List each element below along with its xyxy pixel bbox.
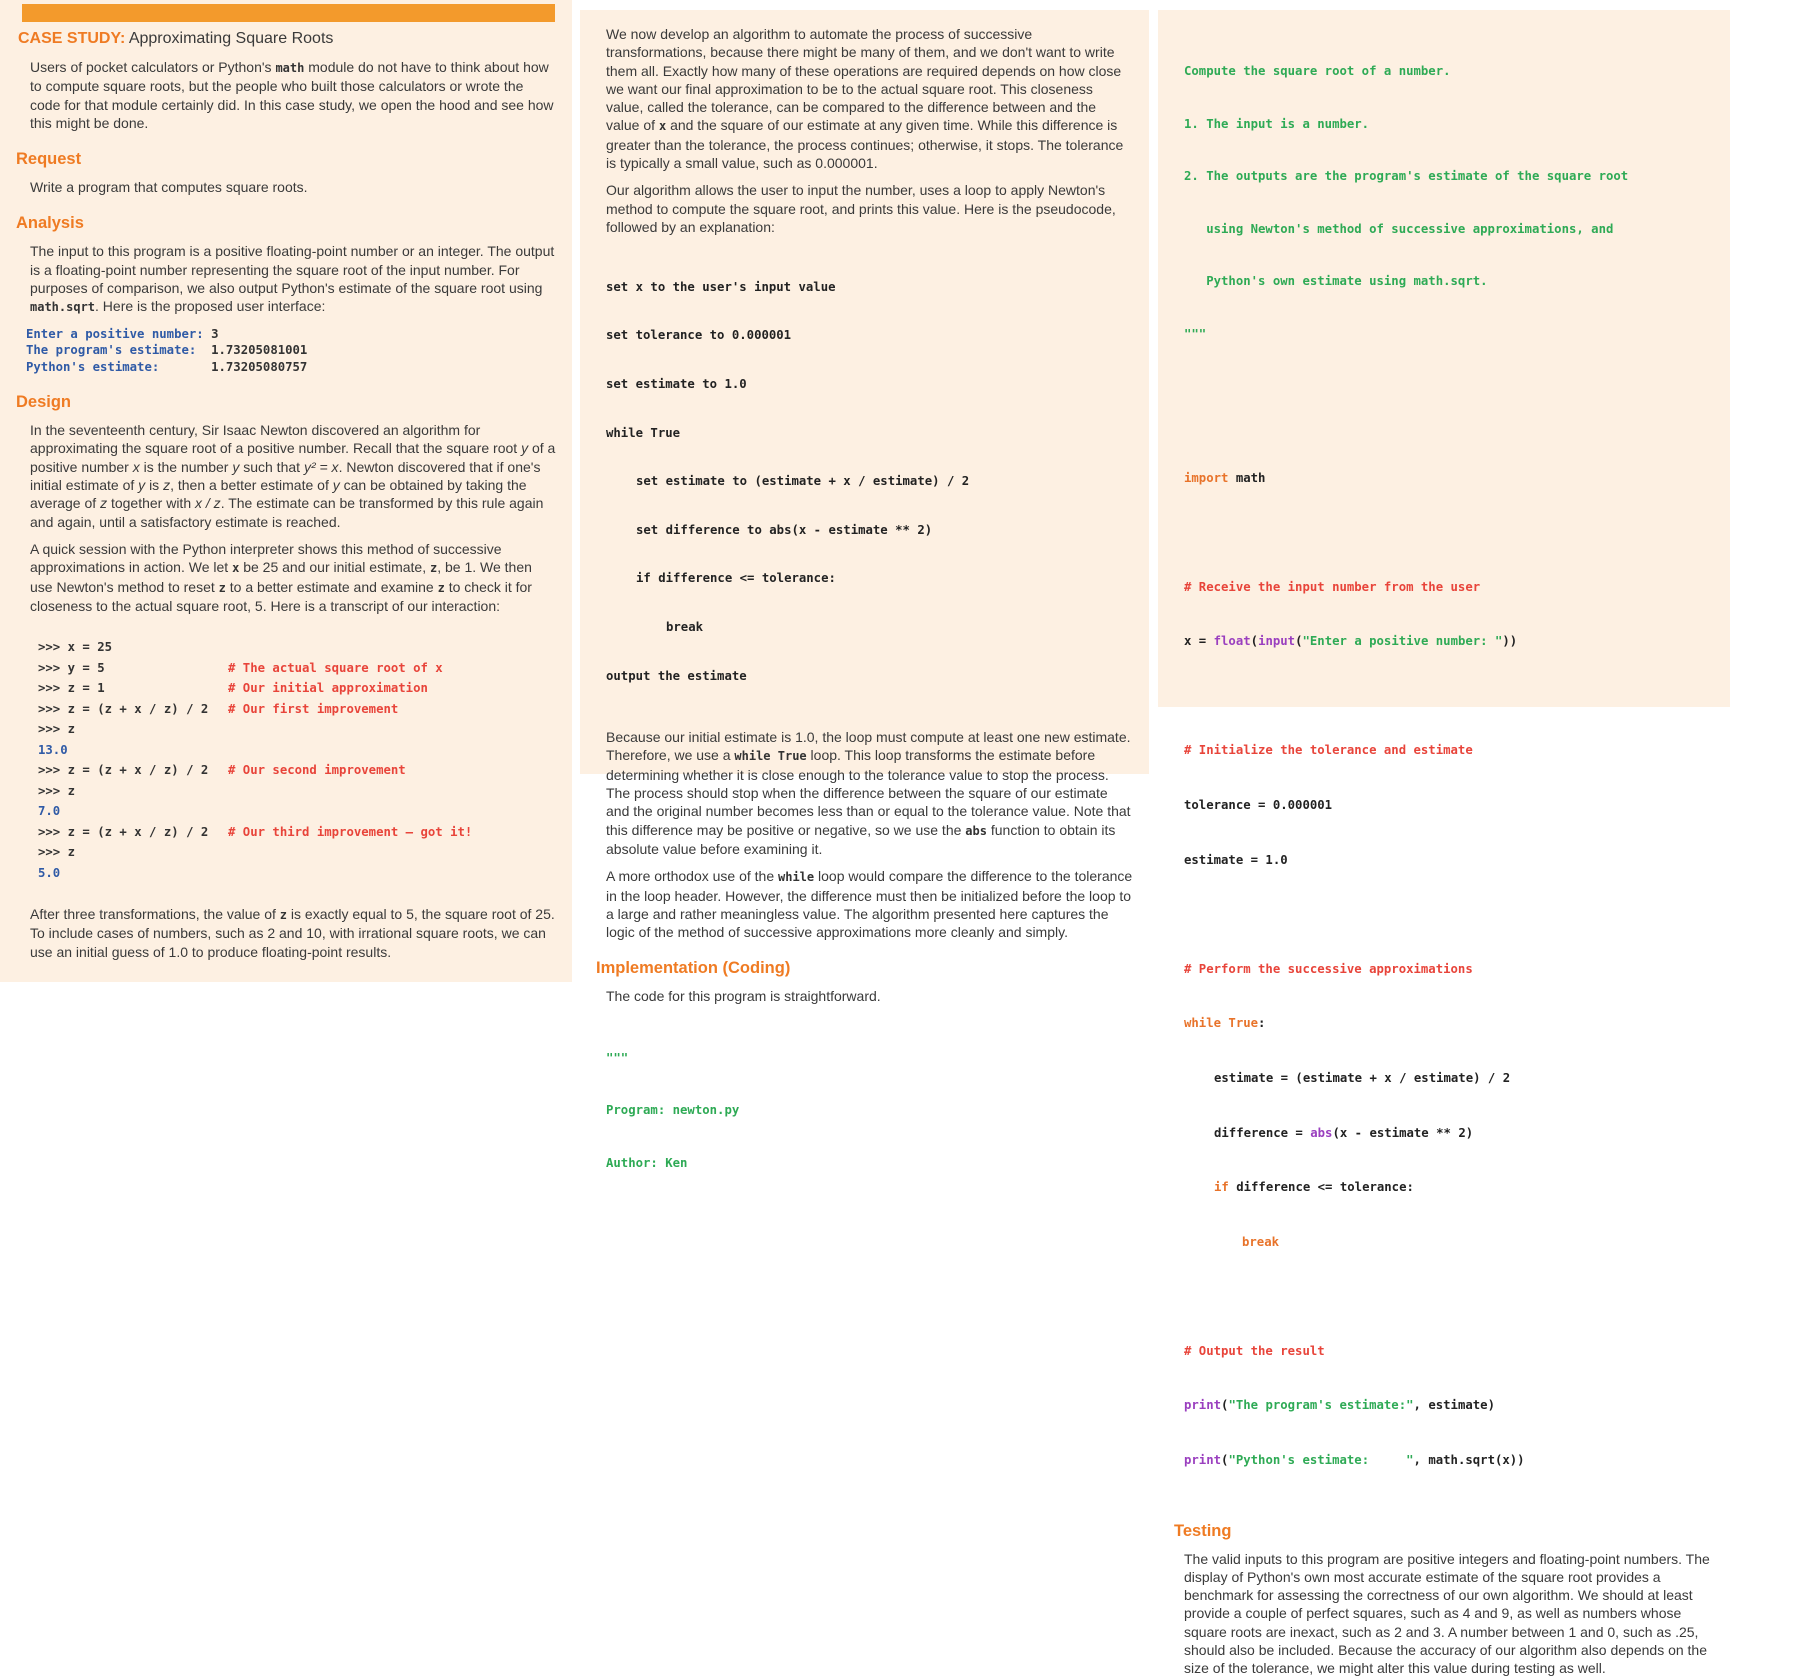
doc-line: using Newton's method of successive approximations, and — [1184, 221, 1614, 236]
implementation-text: The code for this program is straightforward. — [606, 988, 881, 1005]
session-output: 7.0 — [38, 804, 61, 819]
design-paragraph-1: In the seventeenth century, Sir Isaac Newton discovered an algorithm for approximating the square root of a positive number. Recall that the square root y of a positive number x is the number y such that y² = x. Newton discovered that if one's initial estimate of y is z, then a better estimate of y can be obtained by taking the average of z together with x / z. The estimate can be transformed by this rule again and again, until a satisfactory estimate is reached. — [30, 422, 556, 530]
docstring-start — [606, 1015, 1133, 1208]
column-1 — [0, 0, 572, 982]
code-line: estimate = (estimate + x / estimate) / 2 — [1214, 1070, 1511, 1085]
pseudo-line: if difference <= tolerance: — [636, 571, 836, 586]
session-output: 13.0 — [38, 742, 68, 757]
pseudo-line: set x to the user's input value — [606, 279, 836, 294]
ui-line: Enter a positive number: 3 — [26, 326, 219, 341]
code-input-line: x = float(input("Enter a positive number: ")) — [1184, 634, 1518, 649]
session-line: >>> z — [38, 783, 76, 798]
case-study-name: Approximating Square Roots — [128, 30, 334, 47]
case-study-title — [18, 30, 556, 48]
code-if-line: if difference <= tolerance: — [1214, 1180, 1414, 1195]
session-output: 5.0 — [38, 865, 61, 880]
code-line: estimate = 1.0 — [1184, 852, 1288, 867]
analysis-heading: Analysis — [16, 214, 84, 233]
ui-line: Python's estimate: 1.73205080757 — [26, 359, 308, 374]
header-bar — [22, 4, 555, 22]
algorithm-paragraph-4: A more orthodox use of the while loop would compare the difference to the tolerance in the loop header. However, the difference must then be initialized before the loop to a large and rather meaningless value. The algorithm presented here captures the logic of the method of successive approximations more cleanly and simply. — [606, 868, 1133, 941]
algorithm-paragraph-3: Because our initial estimate is 1.0, the loop must compute at least one new estimate. Therefore, we use a while True loop. This loop transforms the estimate before determining whether it is close enough to the tolerance value to stop the process. The process should stop when the difference between the square of our estimate and the original number becomes less than or equal to the tolerance value. Note that this difference may be positive or negative, so we use the abs function to obtain its absolute value before examining it. — [606, 729, 1131, 857]
pseudo-line: while True — [606, 425, 681, 440]
design-paragraph-2: A quick session with the Python interpreter shows this method of successive approximations in action. We let x be 25 and our initial estimate, z, be 1. We then use Newton's method to reset z to a better estimate and examine z to check it for closeness to the actual square root, 5. Here is a transcript of our interaction: — [30, 540, 532, 614]
code-import: import math — [1184, 470, 1266, 485]
code-print-line: print("The program's estimate:", estimate) — [1184, 1398, 1495, 1413]
ui-line: The program's estimate: 1.73205081001 — [26, 343, 308, 358]
code-comment: # Perform the successive approximations — [1184, 961, 1473, 976]
algorithm-paragraph-1: We now develop an algorithm to automate the process of successive transformations, because there might be many of them, and we don't want to write them all. Exactly how many of these operations are required depends on how close we want our final approximation to be to the actual square root. This closeness value, called the tolerance, can be compared to the difference between and the value of x and the square of our estimate at any given time. While this difference is greater than the tolerance, the process continues; otherwise, it stops. The tolerance is typically a small value, such as 0.000001. — [606, 26, 1124, 172]
testing-paragraph: The valid inputs to this program are positive integers and floating-point numbers. The display of Python's own most accurate estimate of the square root provides a benchmark for assessing the correctness of our own algorithm. We should at least provide a couple of perfect squares, such as 4 and 9, as well as numbers whose square roots are inexact, such as 2 and 3. A number between 1 and 0, such as .25, should also be included. Because the accuracy of our algorithm also depends on the size of the tolerance, we might alter this value during testing as well. — [1184, 1550, 1710, 1677]
docstring-author: Author: Ken — [606, 1155, 688, 1170]
pseudo-line: set tolerance to 0.000001 — [606, 328, 792, 343]
docstring-quote: """ — [606, 1050, 629, 1065]
doc-line: Python's own estimate using math.sqrt. — [1184, 274, 1488, 288]
session-line: >>> x = 25 — [38, 640, 113, 655]
pseudo-line: set difference to abs(x - estimate ** 2) — [636, 522, 933, 537]
code-break: break — [1242, 1234, 1280, 1249]
pseudo-line: break — [666, 619, 704, 634]
code-line: tolerance = 0.000001 — [1184, 798, 1333, 813]
code-print-line: print("Python's estimate: ", math.sqrt(x)) — [1184, 1452, 1525, 1467]
source-code — [1184, 378, 1712, 1506]
code-comment: # Receive the input number from the user — [1184, 579, 1481, 594]
docstring-body — [1184, 28, 1712, 378]
request-heading: Request — [16, 150, 82, 169]
doc-line: 2. The outputs are the program's estimate of the square root — [1184, 169, 1629, 183]
session-line: >>> z — [38, 722, 76, 737]
code-comment: # Initialize the tolerance and estimate — [1184, 743, 1473, 758]
closing-paragraph: After three transformations, the value of z is exactly equal to 5, the square root of 25. To include cases of numbers, such as 2 and 10, with irrational square roots, we can use an initial guess of 1.0 to produce floating-point results. — [30, 906, 555, 960]
column-3 — [1158, 10, 1730, 1677]
intro-paragraph: Users of pocket calculators or Python's math module do not have to think about how to compute square roots, but the people who built those calculators or wrote the code for that module certainly did. In this case study, we open the hood and see how this might be done. — [30, 59, 554, 131]
pseudo-line: set estimate to (estimate + x / estimate) / 2 — [636, 474, 970, 489]
user-interface-sample — [18, 326, 556, 376]
case-study-label: CASE STUDY: — [18, 30, 126, 47]
request-text: Write a program that computes square roots. — [30, 179, 308, 196]
docstring-program: Program: newton.py — [606, 1103, 740, 1118]
pseudocode — [606, 246, 1133, 716]
session-line: >>> z = (z + x / z) / 2 # Our first improvement — [38, 701, 399, 716]
pseudo-line: set estimate to 1.0 — [606, 376, 747, 391]
interpreter-session — [38, 637, 556, 883]
code-line: difference = abs(x - estimate ** 2) — [1214, 1125, 1474, 1140]
doc-line: 1. The input is a number. — [1184, 116, 1370, 131]
session-line: >>> z = (z + x / z) / 2 # Our third improvement – got it! — [38, 824, 473, 839]
column-2 — [580, 10, 1149, 1170]
session-line: >>> z = (z + x / z) / 2 # Our second improvement — [38, 763, 406, 778]
doc-line: Compute the square root of a number. — [1184, 64, 1451, 78]
pseudo-line: output the estimate — [606, 668, 747, 683]
code-comment: # Output the result — [1184, 1343, 1325, 1358]
testing-heading: Testing — [1174, 1521, 1232, 1540]
doc-line: """ — [1184, 326, 1207, 341]
implementation-heading: Implementation (Coding) — [596, 959, 791, 978]
session-line: >>> z — [38, 845, 76, 860]
analysis-paragraph: The input to this program is a positive floating-point number or an integer. The output is a floating-point number representing the square root of the input number. For purposes of comparison, we also output Python's estimate of the square root using math.sqrt. Here is the proposed user interface: — [30, 243, 555, 315]
design-heading: Design — [16, 393, 72, 412]
code-while-line: while True: — [1184, 1016, 1266, 1031]
algorithm-paragraph-2: Our algorithm allows the user to input the number, uses a loop to apply Newton's method to compute the square root, and prints this value. Here is the pseudocode, followed by an explanation: — [606, 182, 1116, 235]
session-line: >>> z = 1 # Our initial approximation — [38, 681, 428, 696]
session-line: >>> y = 5 # The actual square root of x — [38, 660, 443, 675]
